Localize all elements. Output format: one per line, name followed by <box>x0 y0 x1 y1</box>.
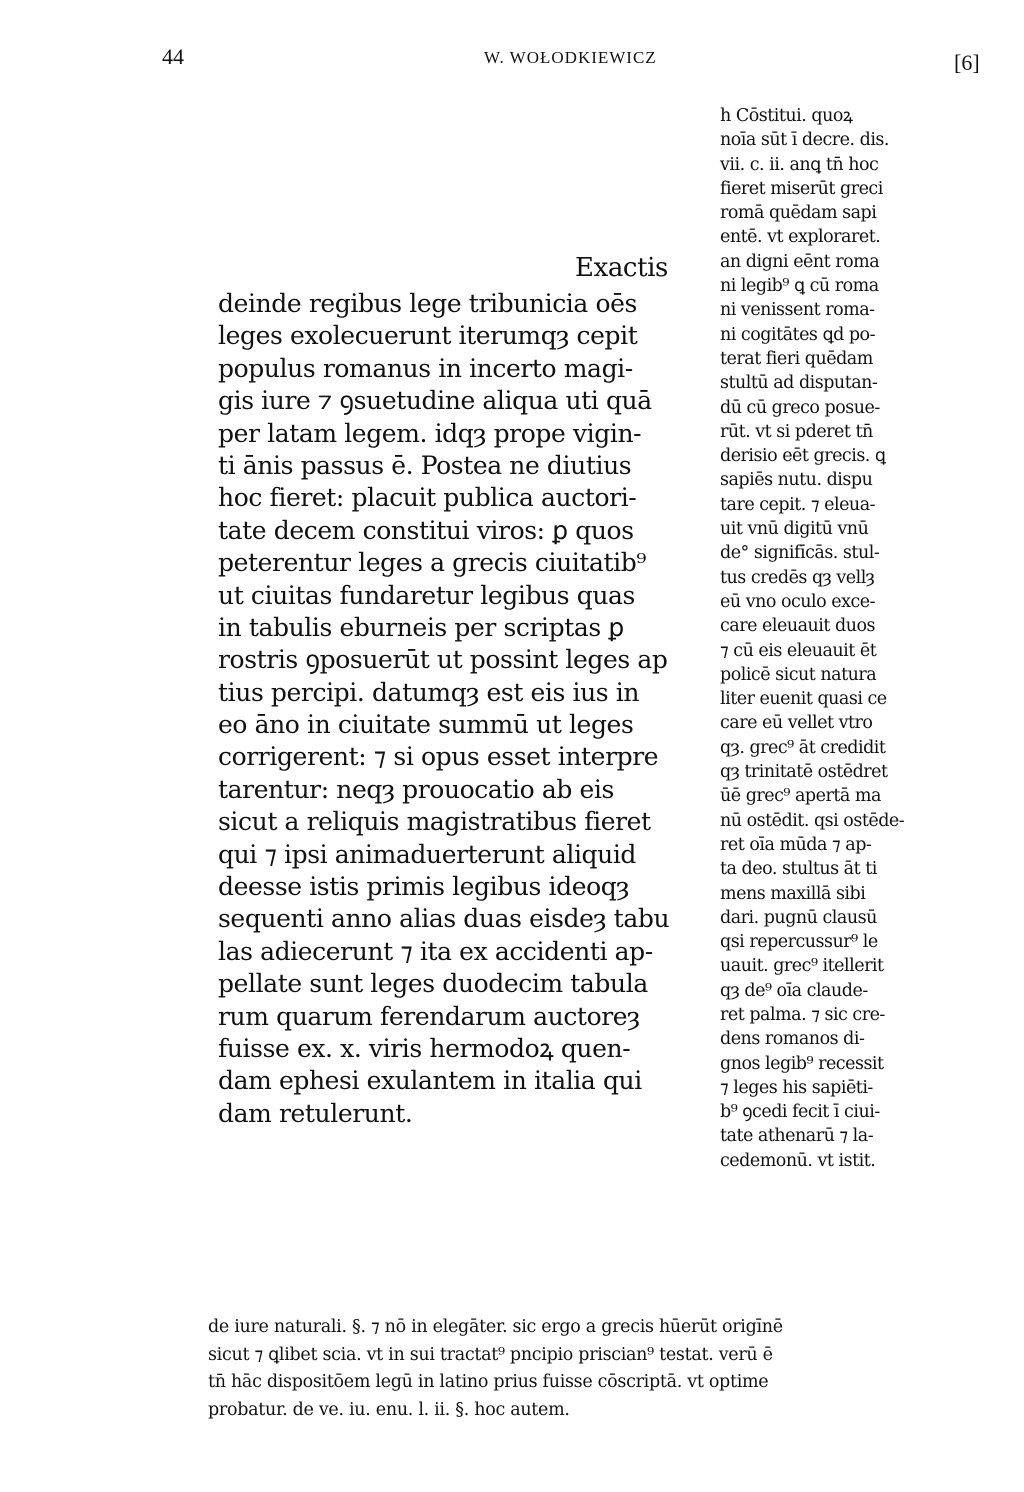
main-text-line: dam ephesi exulantem in italia qui <box>218 1066 642 1096</box>
gloss-line: de° signifīcās. stul- <box>720 543 880 564</box>
gloss-line: noīa sūt ī decre. dis. <box>720 130 889 151</box>
gloss-line: dari. pugnū clausū <box>720 907 877 928</box>
gloss-line: care eleuauit duos <box>720 616 875 637</box>
gloss-line: uit vnū digitū vnū <box>720 519 869 540</box>
running-header <box>0 44 1024 84</box>
bottom-gloss-line: de iure naturali. §. ⁊ nō in elegāter. sic ergo a grecis hūerūt origīnē <box>208 1317 783 1337</box>
main-text-line: pellate sunt leges duodecim tabula <box>218 969 648 999</box>
main-text-line: gis iure ⁊ ꝯsuetudine aliqua uti quā <box>218 386 652 416</box>
main-text-line: tarentur: neqȝ prouocatio ab eis <box>218 774 614 804</box>
gloss-line: derisio eēt grecis. ꝗ <box>720 446 886 467</box>
gloss-line: ūē grec⁹ apertā ma <box>720 786 881 807</box>
gloss-line: qȝ de⁹ oīa claude- <box>720 980 868 1001</box>
main-text-line: rum quarum ferendarum auctoreȝ <box>218 1001 640 1031</box>
main-text-line: ti ānis passus ē. Postea ne diutius <box>218 450 632 480</box>
gloss-line: care eū vellet vtro <box>720 713 873 734</box>
main-text-column <box>218 252 678 1130</box>
bottom-gloss-line: tn̄ hāc dispositōem legū in latino prius fuisse cōscriptā. vt optime <box>208 1372 769 1393</box>
main-text-line: las adiecerunt ⁊ ita ex accidenti ap- <box>218 936 653 966</box>
bottom-gloss-line: probatur. de ve. iu. enu. l. ii. §. hoc autem. <box>208 1399 570 1420</box>
main-text-line: hoc fieret: placuit publica auctori- <box>218 483 637 513</box>
main-text-line: populus romanus in incerto magi- <box>218 353 633 383</box>
gloss-line: sapiēs nutu. dispu <box>720 470 873 491</box>
gloss-line: an digni eēnt roma <box>720 251 880 272</box>
bottom-gloss-line: sicut ⁊ ꝗlibet scia. vt in sui tractat⁹ pncipio priscian⁹ testat. verū ē <box>208 1344 773 1365</box>
gloss-line: tare cepit. ⁊ eleua- <box>720 494 876 515</box>
gloss-line: b⁹ ꝯcedi fecit ī ciui- <box>720 1102 880 1123</box>
gloss-line: qsi repercussur⁹ le <box>720 932 878 953</box>
gloss-line: rūt. vt si pderet tn̄ <box>720 421 873 442</box>
section-marker: [6] <box>954 50 980 75</box>
gloss-line: dū cū greco posue- <box>720 397 880 418</box>
main-text-line: tius percipi. datumqȝ est eis ius in <box>218 677 640 707</box>
gloss-line: h Cōstitui. quoꝝ <box>720 106 853 126</box>
main-text-line: tate decem constitui viros: ꝑ quos <box>218 515 634 545</box>
gloss-line: eū vno oculo exce- <box>720 591 876 612</box>
gloss-line: uauit. grec⁹ itellerit <box>720 956 884 977</box>
gloss-line: gnos legib⁹ recessit <box>720 1053 884 1074</box>
gloss-line: ta deo. stultus āt ti <box>720 859 877 880</box>
bottom-gloss-block <box>208 1314 928 1424</box>
gloss-line: dens romanos di- <box>720 1029 865 1050</box>
gloss-line: terat fieri quēdam <box>720 348 873 369</box>
gloss-line: ni venissent roma- <box>720 300 875 321</box>
gloss-line: cedemonū. vt istit. <box>720 1150 876 1171</box>
main-text-line: deesse istis primis legibus ideoqȝ <box>218 872 630 902</box>
gloss-line: ret palma. ⁊ sic cre- <box>720 1004 885 1025</box>
gloss-line: ⁊ cū eis eleuauit ēt <box>720 640 877 661</box>
gloss-line: qȝ. grec⁹ āt credidit <box>720 737 886 758</box>
gloss-line: romā quēdam sapi <box>720 203 877 224</box>
main-text-line: dam retulerunt. <box>218 1098 413 1128</box>
main-text-line: deinde regibus lege tribunicia oēs <box>218 289 637 318</box>
gloss-line: entē. vt exploraret. <box>720 227 881 248</box>
gloss-line: tus credēs qȝ vellȝ <box>720 567 875 588</box>
marginal-gloss-column <box>720 104 950 1173</box>
main-text-line: fuisse ex. x. viris hermodoꝝ quen- <box>218 1033 631 1063</box>
incipit-word: Exactis <box>574 253 668 283</box>
main-text-line: rostris ꝯposuerūt ut possint leges ap <box>218 645 668 675</box>
gloss-line: nū ostēdit. qsi ostēde- <box>720 810 905 831</box>
main-text-line: ut ciuitas fundaretur legibus quas <box>218 580 635 610</box>
main-text-line: per latam legem. idqȝ prope vigin- <box>218 418 642 448</box>
main-text-line: corrigerent: ⁊ si opus esset interpre <box>218 742 659 772</box>
main-text-line: sicut a reliquis magistratibus fieret <box>218 807 651 837</box>
main-text-line: sequenti anno alias duas eisdeȝ tabu <box>218 904 670 934</box>
gloss-line: fieret miserūt greci <box>720 178 883 199</box>
gloss-line: ni legib⁹ ꝗ cū roma <box>720 276 879 297</box>
running-title: W. WOŁODKIEWICZ <box>484 48 657 67</box>
main-text-line: peterentur leges a grecis ciuitatib⁹ <box>218 548 646 578</box>
page-number: 44 <box>162 44 184 69</box>
gloss-line: policē sicut natura <box>720 664 877 685</box>
main-text-line: in tabulis eburneis per scriptas ꝑ <box>218 612 624 642</box>
main-text-line: leges exolecuerunt iterumqȝ cepit <box>218 321 638 351</box>
gloss-line: ⁊ leges his sapiēti- <box>720 1077 873 1098</box>
gloss-line: vii. c. ii. anꝗ tn̄ hoc <box>720 154 879 175</box>
gloss-line: qȝ trinitatē ostēdret <box>720 762 888 783</box>
gloss-line: ret oīa mūda ⁊ ap- <box>720 834 872 855</box>
main-text-line: qui ⁊ ipsi animaduerterunt aliquid <box>218 839 637 869</box>
gloss-line: mens maxillā sibi <box>720 883 866 904</box>
gloss-line: stultū ad disputan- <box>720 373 878 394</box>
gloss-line: liter euenit quasi ce <box>720 689 887 710</box>
gloss-line: tate athenarū ⁊ la- <box>720 1126 874 1147</box>
main-text-line: eo āno in ciuitate summū ut leges <box>218 710 634 740</box>
gloss-line: ni cogitātes ꝗd po- <box>720 324 875 345</box>
